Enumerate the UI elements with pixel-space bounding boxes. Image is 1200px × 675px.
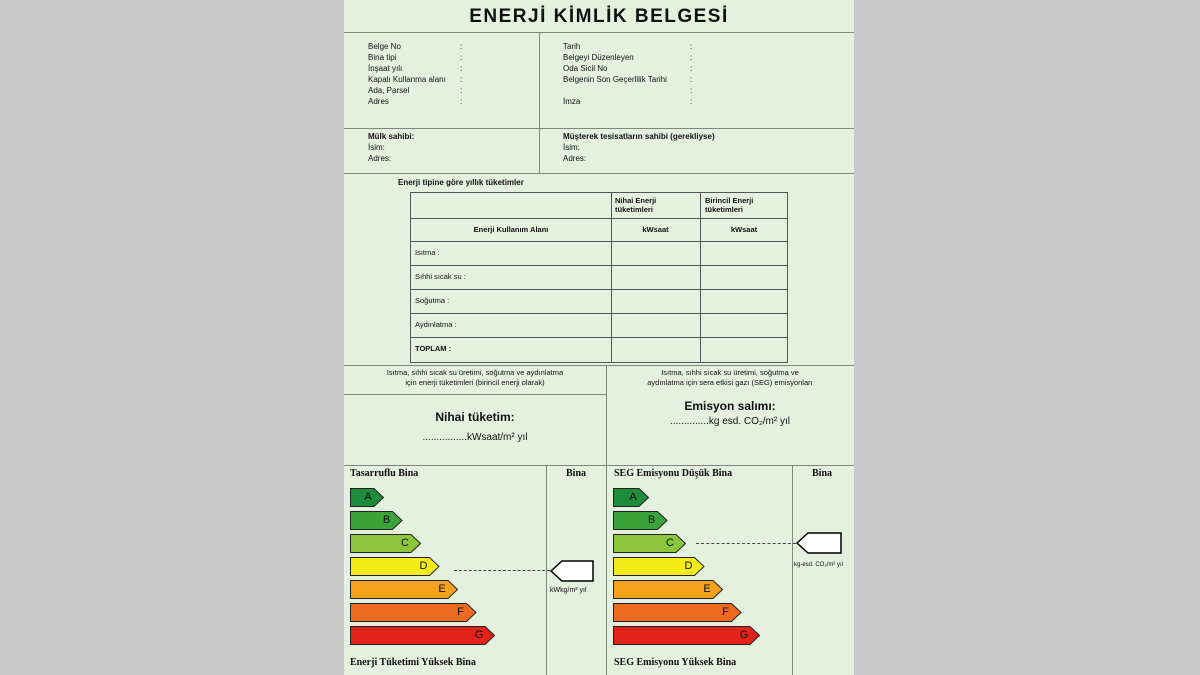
- table-divider: [411, 218, 611, 219]
- consumption-table: [410, 192, 788, 363]
- energy-class-bar-g: [350, 626, 495, 645]
- energy-scale-bottom-label: Enerji Tüketimi Yüksek Bina: [350, 657, 476, 668]
- final-consumption-value: ................kWsaat/m² yıl: [422, 432, 528, 443]
- divider: [344, 32, 854, 33]
- table-divider: [411, 337, 788, 338]
- energy-desc-line2: için enerji tüketimleri (birincil enerji olarak): [405, 378, 545, 387]
- info-field-colon: :: [690, 42, 693, 51]
- divider: [539, 32, 540, 173]
- energy-class-letter: D: [684, 560, 693, 572]
- energy-class-letter: A: [364, 491, 372, 503]
- divider: [344, 128, 854, 129]
- emission-marker-line: [696, 543, 796, 544]
- energy-marker-line: [454, 570, 550, 571]
- energy-class-letter: B: [647, 514, 656, 526]
- col-final-energy-header: Nihai Enerji tüketimleri: [615, 196, 657, 214]
- energy-class-bar-d: [350, 557, 440, 576]
- energy-class-bar-e: [613, 580, 723, 599]
- info-field-colon: :: [460, 42, 463, 51]
- info-field-label: Kapalı Kullanma alanı: [368, 75, 446, 84]
- info-field-label: Belgeyi Düzenleyen: [563, 53, 634, 62]
- info-field-label: Belge No: [368, 42, 401, 51]
- table-row-label: Soğutma :: [415, 296, 450, 305]
- energy-class-bar-d: [613, 557, 705, 576]
- info-field-label: Adres: [368, 97, 389, 106]
- energy-class-letter: B: [382, 514, 391, 526]
- col-usage-header: Enerji Kullanım Alanı: [473, 225, 549, 234]
- divider: [344, 173, 854, 174]
- info-field-colon: :: [690, 86, 693, 95]
- energy-class-bar-a: [613, 488, 649, 507]
- owner-name-label: İsim:: [368, 143, 385, 152]
- divider: [344, 465, 854, 466]
- col-primary-energy-header: Birincil Enerji tüketimleri: [705, 196, 754, 214]
- emission-marker-arrow: [796, 532, 842, 554]
- energy-class-bar-f: [613, 603, 742, 622]
- energy-class-letter: F: [457, 606, 464, 618]
- energy-class-letter: F: [722, 606, 729, 618]
- shared-owner-name-label: İsim:: [563, 143, 580, 152]
- info-field-colon: :: [690, 53, 693, 62]
- divider: [344, 394, 606, 395]
- energy-class-letter: A: [629, 491, 637, 503]
- table-divider: [411, 241, 788, 242]
- info-field-colon: :: [690, 75, 693, 84]
- emission-unit-label: kg-esd. CO₂/m² yıl: [794, 562, 844, 568]
- emission-scale-top-label: SEG Emisyonu Düşük Bina: [614, 468, 733, 479]
- energy-marker-arrow: [550, 560, 594, 582]
- energy-class-bar-b: [613, 511, 668, 530]
- energy-class-letter: G: [474, 629, 484, 641]
- emission-box-description: [606, 368, 854, 388]
- energy-scale-bina-label: Bina: [566, 468, 587, 479]
- info-field-label: Oda Sicil No: [563, 64, 608, 73]
- final-consumption-title: Nihai tüketim:: [435, 410, 515, 424]
- unit-final: kWsaat: [642, 225, 669, 234]
- table-row-label: Aydınlatma :: [415, 320, 457, 329]
- info-field-colon: :: [460, 64, 463, 73]
- energy-class-letter: C: [666, 537, 674, 549]
- energy-class-letter: C: [401, 537, 409, 549]
- emission-desc-line1: Isıtma, sıhhi sıcak su üretimi, soğutma ve: [661, 368, 799, 377]
- divider: [606, 465, 607, 675]
- table-divider: [411, 289, 788, 290]
- table-row-label: Sıhhi sıcak su :: [415, 272, 466, 281]
- emission-desc-line2: aydınlatma için sera etkisi gazı (SEG) emisyonları: [647, 378, 813, 387]
- energy-class-letter: D: [419, 560, 428, 572]
- energy-class-bar-c: [350, 534, 421, 553]
- energy-class-bar-b: [350, 511, 403, 530]
- energy-class-letter: G: [739, 629, 749, 641]
- energy-class-bar-f: [350, 603, 477, 622]
- energy-unit-label: kWkg/m² yıl: [550, 587, 587, 594]
- divider: [792, 465, 793, 675]
- energy-certificate-document: [344, 0, 854, 675]
- table-row-label: Isıtma :: [415, 248, 440, 257]
- info-field-label: Bina tipi: [368, 53, 397, 62]
- energy-desc-line1: Isıtma, sıhhi sıcak su üretimi, soğutma ve aydınlatma: [386, 368, 564, 377]
- shared-owner-heading: Müşterek tesisatların sahibi (gerekliyse): [563, 132, 715, 141]
- info-field-label: İnşaat yılı: [368, 64, 403, 73]
- info-field-colon: :: [690, 64, 693, 73]
- info-field-label: Ada, Parsel: [368, 86, 410, 95]
- emission-title: Emisyon salımı:: [684, 399, 776, 413]
- info-field-label: İmza: [563, 97, 581, 106]
- table-divider: [411, 265, 788, 266]
- info-field-label: Belgenin Son Geçerlilik Tarihi: [563, 75, 667, 84]
- energy-scale-top-label: Tasarruflu Bina: [350, 468, 419, 479]
- energy-class-bar-g: [613, 626, 760, 645]
- shared-owner-address-label: Adres:: [563, 154, 587, 163]
- document-title: ENERJİ KİMLİK BELGESİ: [469, 6, 729, 27]
- emission-value: ..............kg esd. CO₂/m² yıl: [669, 416, 790, 427]
- info-field-colon: :: [690, 97, 693, 106]
- emission-scale-bina-label: Bina: [812, 468, 833, 479]
- energy-class-bar-a: [350, 488, 384, 507]
- info-field-label: Tarih: [563, 42, 581, 51]
- info-field-colon: :: [460, 86, 463, 95]
- energy-class-letter: E: [703, 583, 711, 595]
- table-row-label: TOPLAM :: [415, 344, 452, 353]
- owner-address-label: Adres:: [368, 154, 392, 163]
- table-divider: [611, 218, 788, 219]
- table-divider: [411, 313, 788, 314]
- emission-scale-bottom-label: SEG Emisyonu Yüksek Bina: [614, 657, 737, 668]
- owner-heading: Mülk sahibi:: [368, 132, 415, 141]
- energy-class-letter: E: [438, 583, 446, 595]
- energy-class-bar-c: [613, 534, 686, 553]
- divider: [344, 365, 854, 366]
- info-field-colon: :: [460, 53, 463, 62]
- unit-primary: kWsaat: [730, 225, 758, 234]
- info-field-colon: :: [460, 97, 463, 106]
- consumption-heading: Enerji tipine göre yıllık tüketimler: [398, 178, 524, 187]
- energy-box-description: [344, 368, 606, 388]
- energy-class-bar-e: [350, 580, 458, 599]
- info-field-colon: :: [460, 75, 463, 84]
